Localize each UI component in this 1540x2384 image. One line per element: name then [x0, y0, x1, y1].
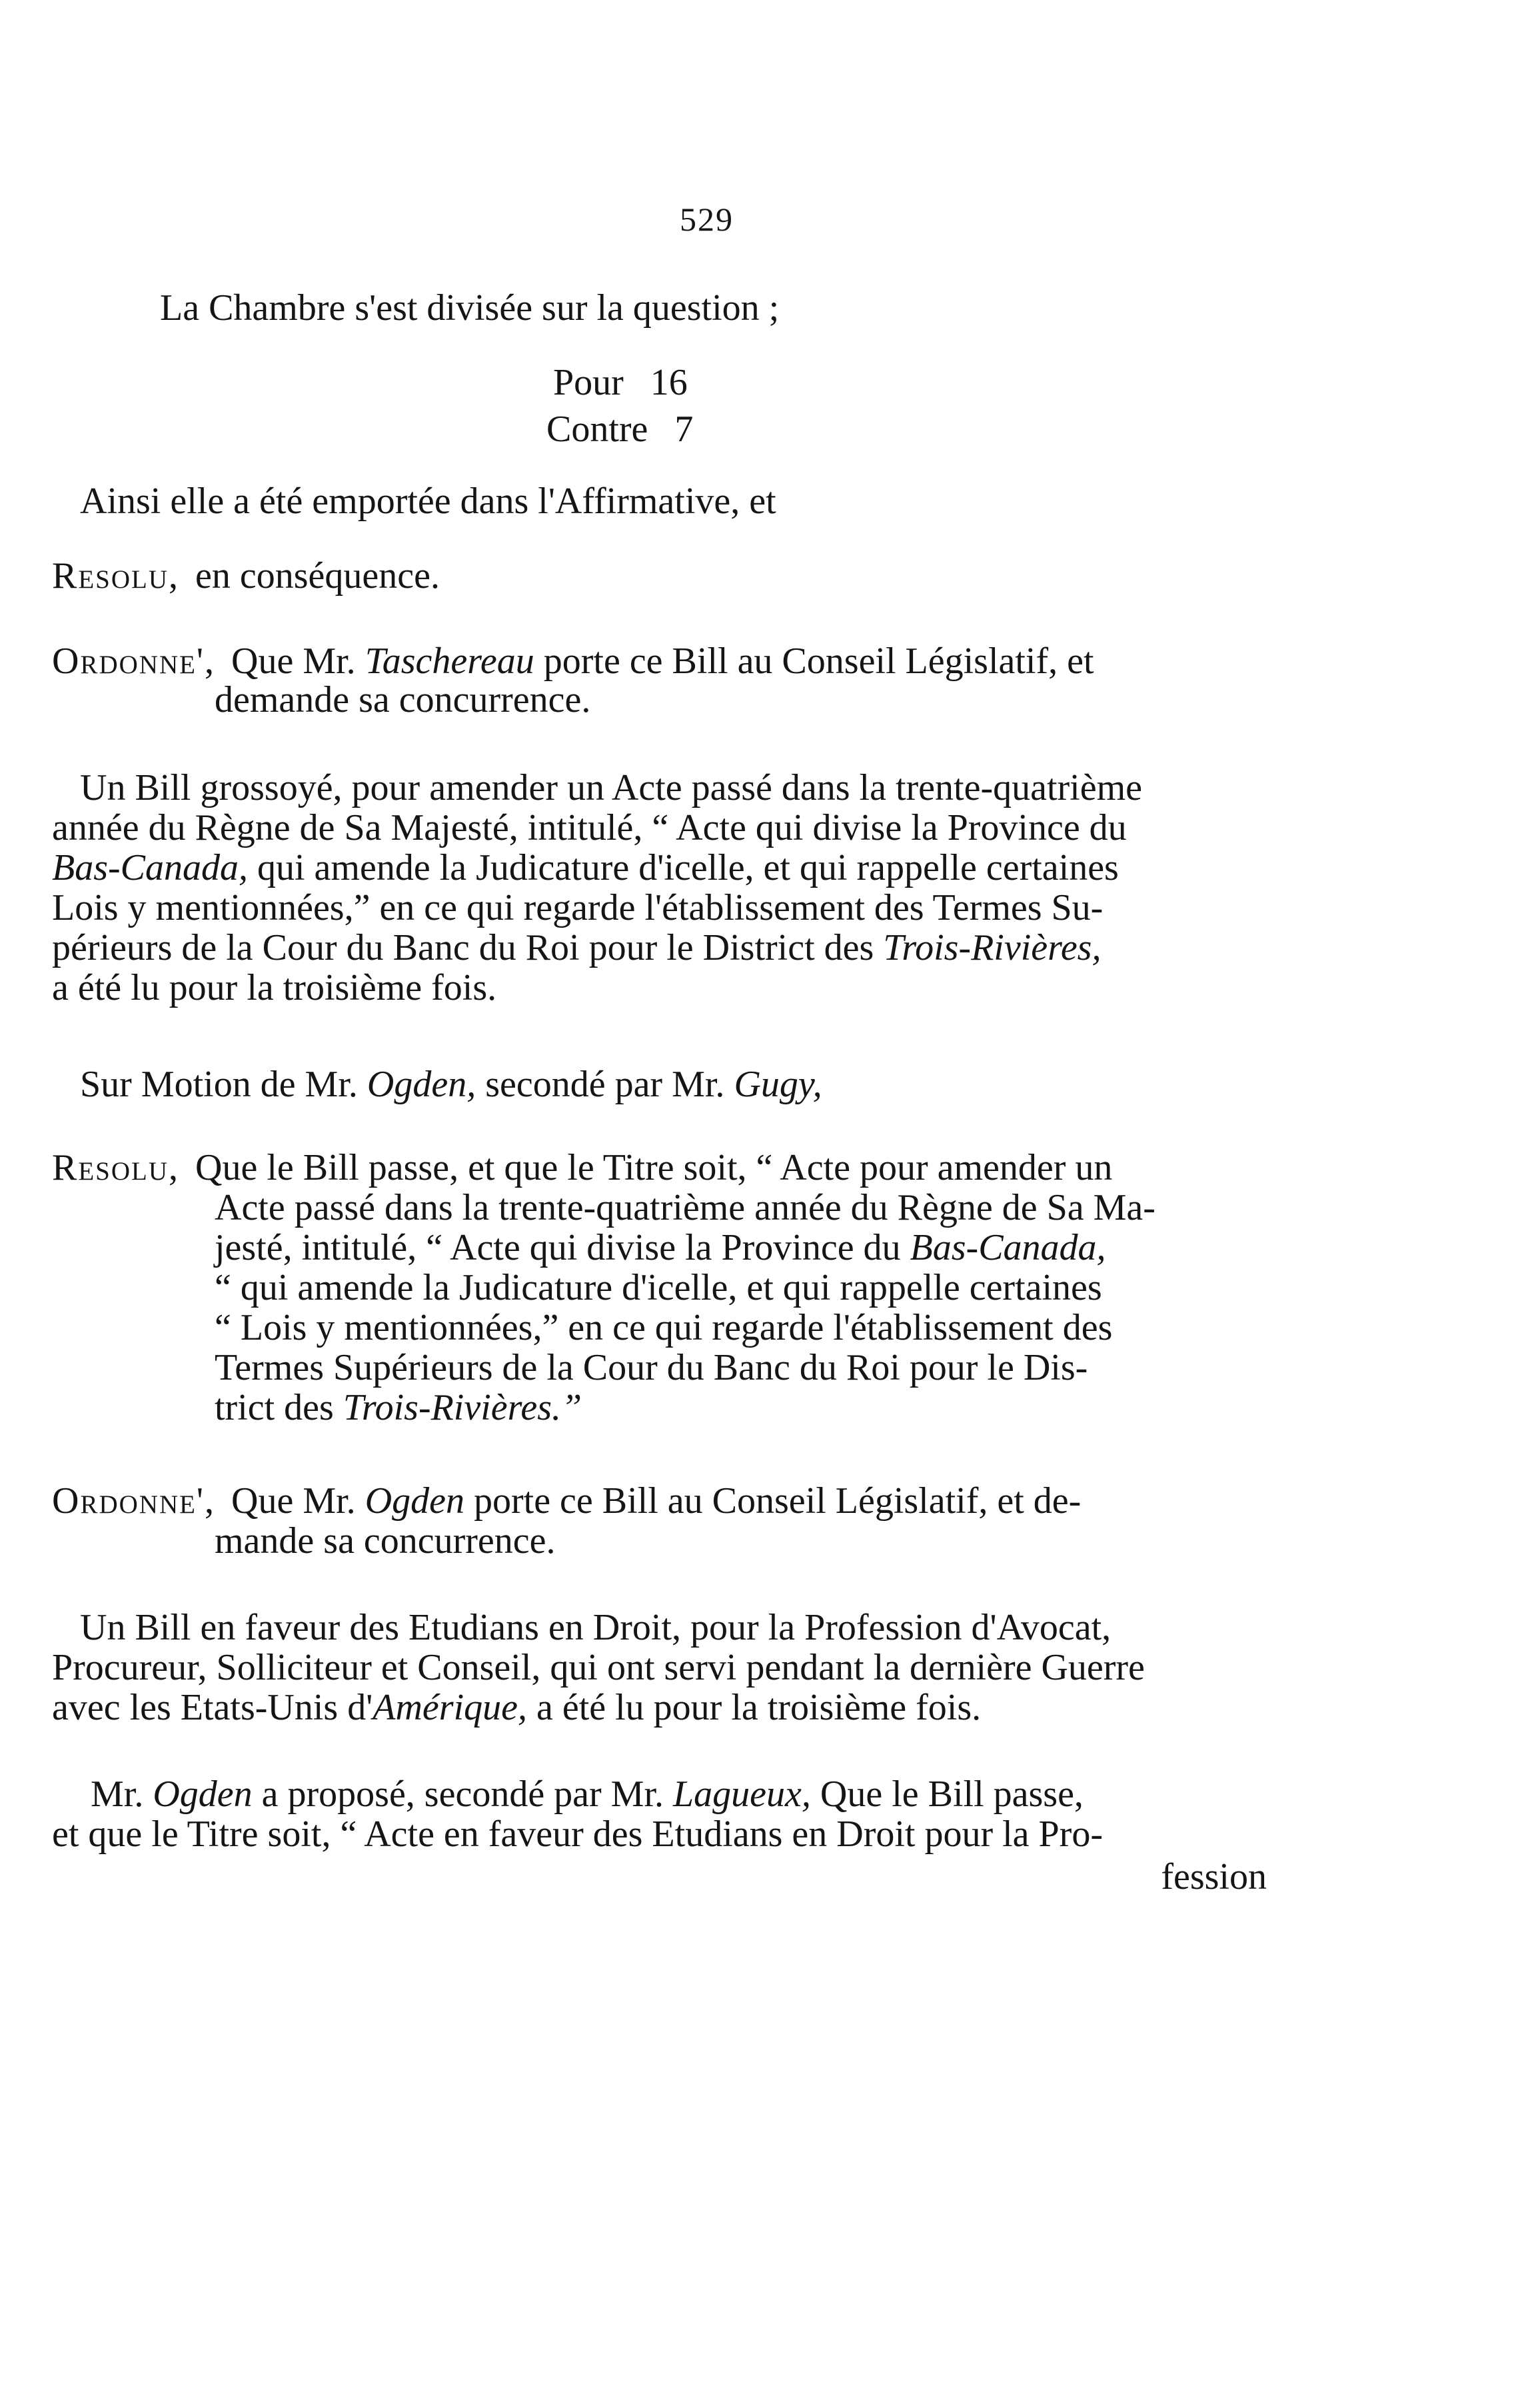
bill-2-line3: [52, 1686, 981, 1729]
bill-2-text-3c: a été lu pour la troisième fois.: [536, 1687, 982, 1728]
bill-1-line1: [80, 766, 1142, 809]
resolu-1-text: en conséquence.: [195, 555, 440, 596]
motion-1-b: secondé par Mr.: [485, 1064, 725, 1105]
vote-contre: [546, 408, 693, 451]
bill-1-text-6: a été lu pour la troisième fois.: [52, 967, 497, 1008]
bill-2-text-1: Un Bill en faveur des Etudians en Droit, pour la Profession d'Avocat,: [80, 1607, 1112, 1648]
vote-contre-value: 7: [674, 409, 694, 450]
division-text: La Chambre s'est divisée sur la question ;: [160, 287, 780, 329]
bill-1-line5: [52, 926, 1101, 969]
bill-2-text-3a: avec les Etats-Unis d': [52, 1687, 373, 1728]
motion-1-name-1: Ogden,: [367, 1064, 476, 1105]
resolu-2-text-4: “ qui amende la Judicature d'icelle, et qui rappelle certaines: [215, 1267, 1102, 1308]
bill-1-text-3b: qui amende la Judicature d'icelle, et qui rappelle certaines: [257, 847, 1119, 888]
ordonne-2-text-2: mande sa concurrence.: [215, 1520, 556, 1562]
bill-2-text-2: Procureur, Solliciteur et Conseil, qui ont servi pendant la dernière Guerre: [52, 1647, 1145, 1688]
bill-1-text-2: année du Règne de Sa Majesté, intitulé, “ Acte qui divise la Province du: [52, 807, 1127, 848]
ordonne-2-name: Ogden: [365, 1480, 464, 1522]
motion-2-line2: [52, 1813, 1103, 1855]
resolu-2-text-7a: trict des: [215, 1387, 334, 1428]
resolu-2-text-3b: Bas-Canada,: [910, 1227, 1106, 1268]
bill-1-text-5b: Trois-Rivières,: [883, 927, 1102, 968]
resolu-2-label: Resolu,: [52, 1147, 180, 1188]
division-line: [160, 287, 779, 329]
resolu-2-text-6: Termes Supérieurs de la Cour du Banc du Roi pour le Dis-: [215, 1347, 1088, 1388]
bill-1-line6: [52, 966, 496, 1009]
bill-1-line2: [52, 806, 1127, 849]
motion-2-name-1: Ogden: [153, 1774, 253, 1815]
bill-1-text-3a: Bas-Canada,: [52, 847, 248, 888]
motion-2-line1: [91, 1773, 1084, 1815]
page-number: 529: [680, 201, 734, 238]
vote-contre-label: Contre: [546, 409, 648, 450]
motion-2-text-2: et que le Titre soit, “ Acte en faveur des Etudians en Droit pour la Pro-: [52, 1813, 1103, 1855]
ainsi-line: [80, 480, 776, 523]
motion-1: [80, 1063, 822, 1106]
ordonne-2-line1: [52, 1480, 1081, 1522]
ordonne-2-a: Que Mr.: [231, 1480, 356, 1522]
vote-pour-value: 16: [650, 362, 688, 403]
resolu-1: [52, 555, 440, 597]
bill-2-line2: [52, 1646, 1145, 1689]
motion-1-a: Sur Motion de Mr.: [80, 1064, 358, 1105]
bill-1-text-5a: périeurs de la Cour du Banc du Roi pour le District des: [52, 927, 874, 968]
resolu-2-text-2: Acte passé dans la trente-quatrième année du Règne de Sa Ma-: [215, 1187, 1155, 1228]
vote-pour: [553, 361, 688, 404]
bill-2-line1: [80, 1606, 1111, 1649]
resolu-2-text-7b: Trois-Rivières.”: [343, 1387, 582, 1428]
resolu-2-text-1: Que le Bill passe, et que le Titre soit, “ Acte pour amender un: [195, 1147, 1113, 1188]
ordonne-2-label: Ordonne',: [52, 1480, 216, 1522]
ordonne-1-text-b: porte ce Bill au Conseil Législatif, et: [543, 640, 1094, 682]
bill-1-text-4: Lois y mentionnées,” en ce qui regarde l'établissement des Termes Su-: [52, 887, 1104, 928]
ainsi-text: Ainsi elle a été emportée dans l'Affirmative, et: [80, 481, 776, 522]
ordonne-1-text-a: Que Mr.: [231, 640, 356, 682]
ordonne-1-line1: [52, 640, 1094, 682]
motion-2-a: Mr.: [91, 1774, 144, 1815]
bill-2-text-3b: Amérique,: [373, 1687, 527, 1728]
ordonne-1-text-2: demande sa concurrence.: [215, 679, 591, 720]
resolu-2-line2: [215, 1186, 1155, 1229]
bill-1-line4: [52, 886, 1103, 929]
resolu-2-text-3a: jesté, intitulé, “ Acte qui divise la Province du: [215, 1227, 901, 1268]
ordonne-1-label: Ordonne',: [52, 640, 216, 682]
resolu-2-text-5: “ Lois y mentionnées,” en ce qui regarde l'établissement des: [215, 1307, 1113, 1348]
ordonne-1-line2: [215, 678, 590, 721]
motion-1-name-2: Gugy,: [734, 1064, 822, 1105]
vote-pour-label: Pour: [553, 362, 624, 403]
motion-2-b: a proposé, secondé par Mr.: [261, 1774, 664, 1815]
resolu-2-line1: [52, 1146, 1112, 1189]
resolu-2-line7: [215, 1386, 582, 1429]
motion-2-c: Que le Bill passe,: [820, 1774, 1084, 1815]
catchword: fession: [1161, 1856, 1267, 1897]
ordonne-1-name: Taschereau: [365, 640, 534, 682]
resolu-2-line5: [215, 1306, 1112, 1349]
resolu-1-label: Resolu,: [52, 555, 180, 596]
resolu-2-line6: [215, 1346, 1088, 1389]
resolu-2-line4: [215, 1266, 1102, 1309]
bill-1-line3: [52, 846, 1119, 889]
motion-2-name-2: Lagueux,: [673, 1774, 811, 1815]
ordonne-2-line2: [215, 1520, 556, 1562]
ordonne-2-b: porte ce Bill au Conseil Législatif, et de-: [473, 1480, 1082, 1522]
bill-1-text-1: Un Bill grossoyé, pour amender un Acte passé dans la trente-quatrième: [80, 767, 1142, 808]
resolu-2-line3: [215, 1226, 1106, 1269]
